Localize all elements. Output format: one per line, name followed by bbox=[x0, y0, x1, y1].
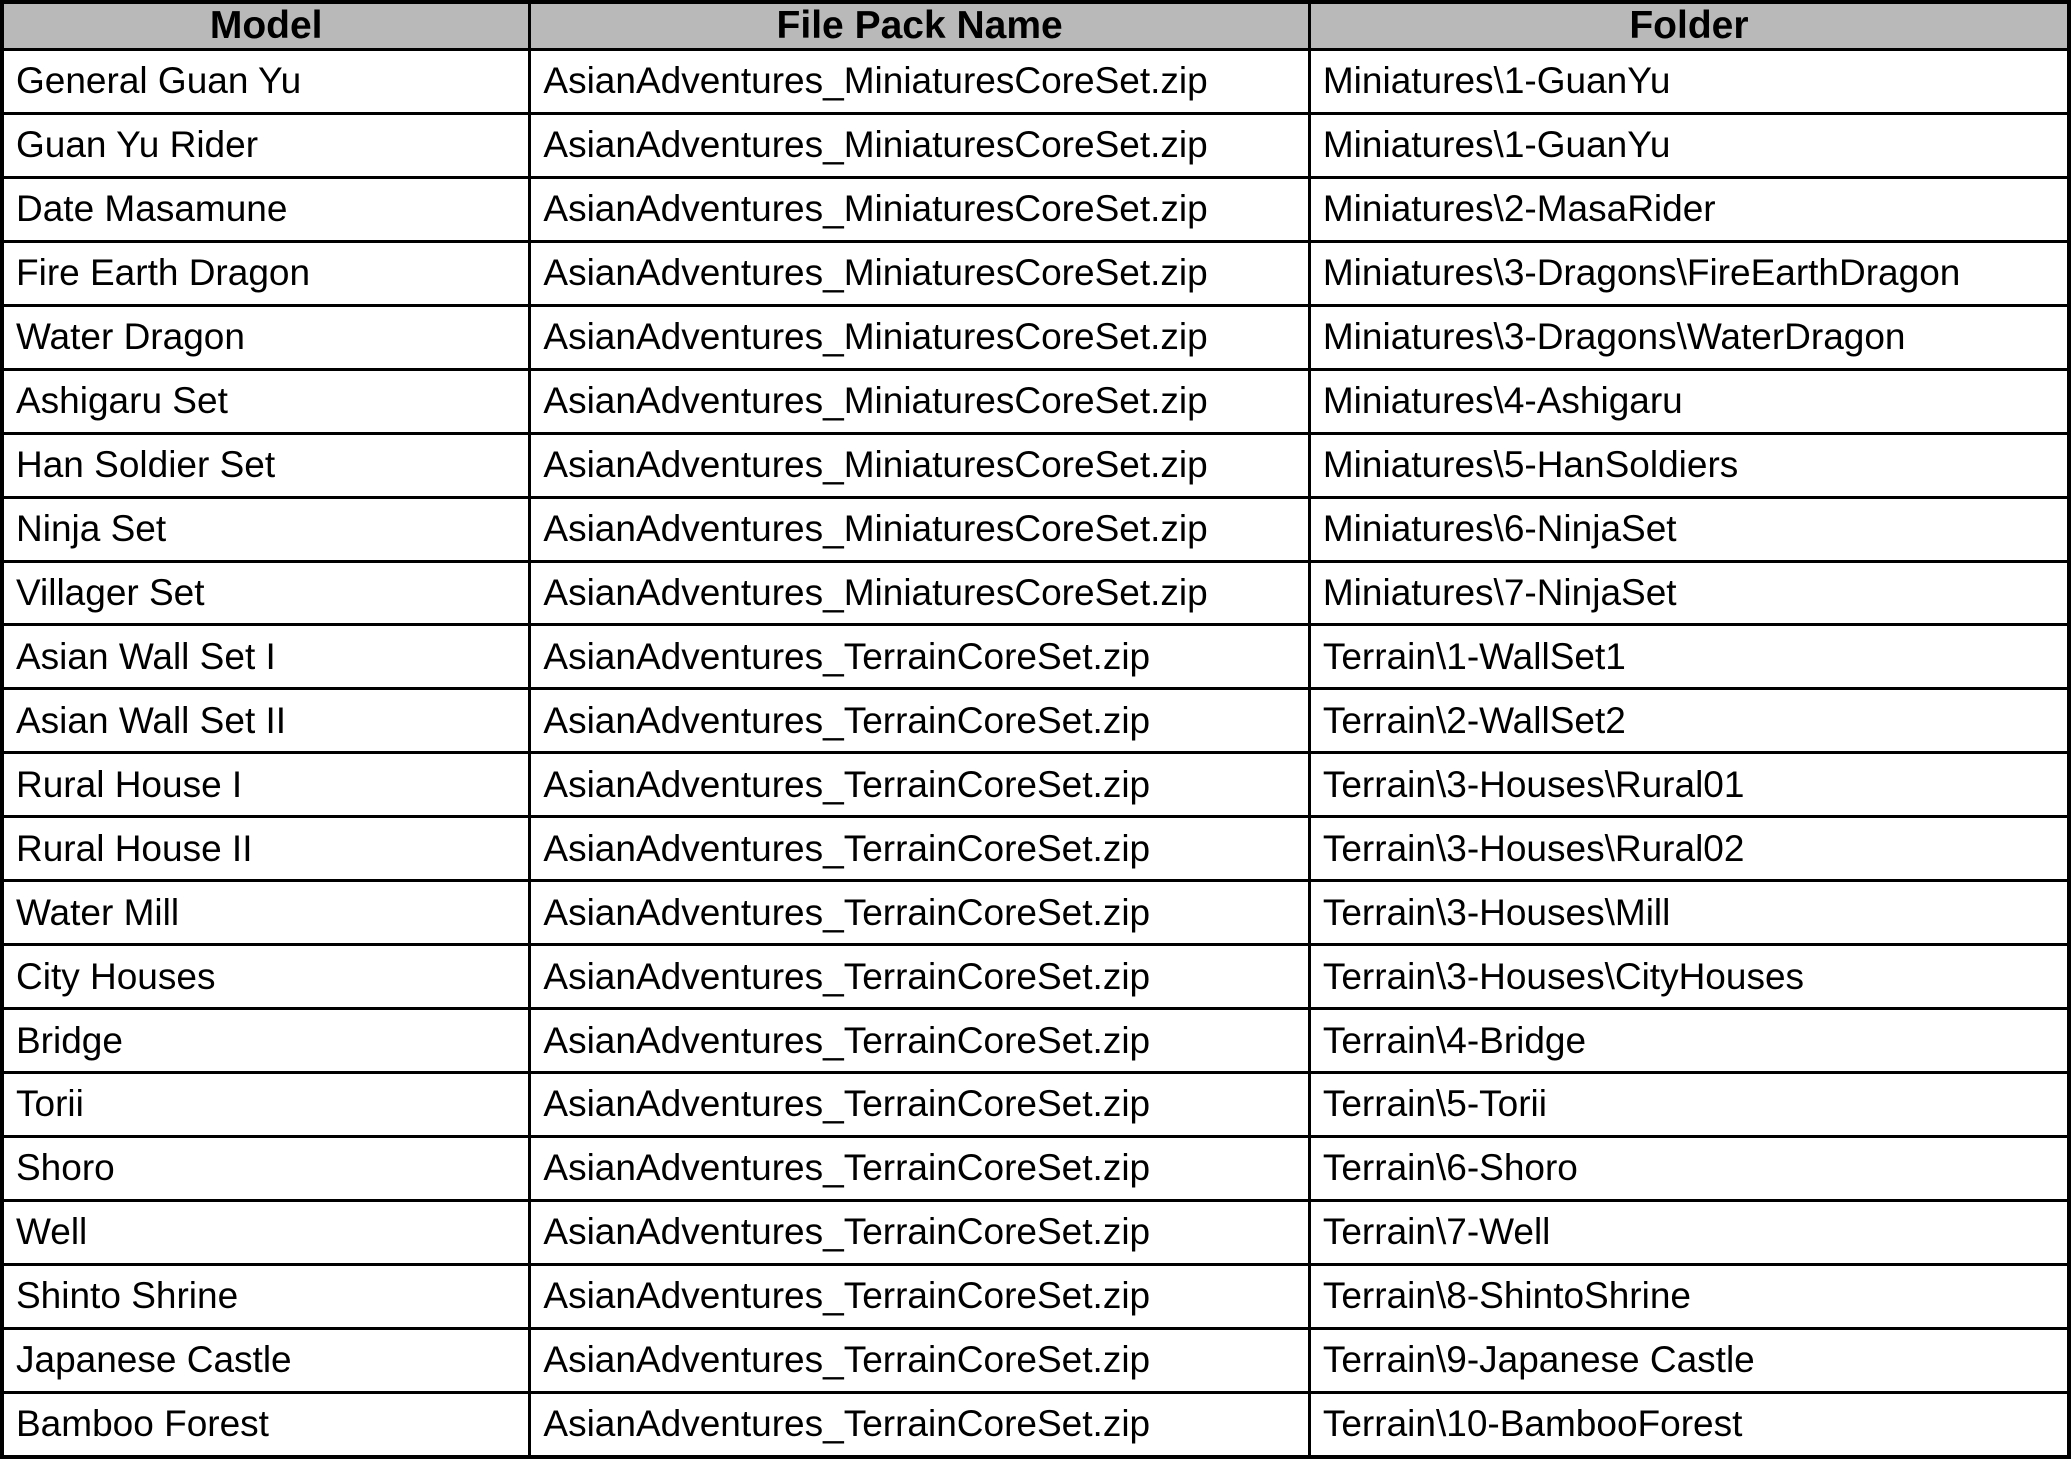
file-pack-name-cell: AsianAdventures_TerrainCoreSet.zip bbox=[530, 753, 1309, 817]
table-row bbox=[2, 1009, 2069, 1073]
table-row bbox=[2, 881, 2069, 945]
table-row bbox=[2, 1392, 2069, 1457]
file-pack-name-cell: AsianAdventures_MiniaturesCoreSet.zip bbox=[530, 561, 1309, 625]
model-cell: Asian Wall Set II bbox=[2, 689, 530, 753]
table-row bbox=[2, 497, 2069, 561]
column-header-file-pack-name: File Pack Name bbox=[530, 2, 1309, 50]
file-pack-name-cell: AsianAdventures_TerrainCoreSet.zip bbox=[530, 817, 1309, 881]
file-pack-name-cell: AsianAdventures_TerrainCoreSet.zip bbox=[530, 1200, 1309, 1264]
table-row bbox=[2, 1264, 2069, 1328]
folder-cell: Terrain\4-Bridge bbox=[1309, 1009, 2069, 1073]
folder-cell: Terrain\5-Torii bbox=[1309, 1073, 2069, 1137]
file-pack-name-cell: AsianAdventures_TerrainCoreSet.zip bbox=[530, 689, 1309, 753]
model-cell: Shoro bbox=[2, 1136, 530, 1200]
model-cell: Bamboo Forest bbox=[2, 1392, 530, 1457]
model-cell: Torii bbox=[2, 1073, 530, 1137]
table-header bbox=[2, 2, 2069, 50]
table-row bbox=[2, 241, 2069, 305]
model-cell: Water Dragon bbox=[2, 305, 530, 369]
file-pack-name-cell: AsianAdventures_MiniaturesCoreSet.zip bbox=[530, 433, 1309, 497]
header-row bbox=[2, 2, 2069, 50]
table-row bbox=[2, 369, 2069, 433]
folder-cell: Miniatures\3-Dragons\WaterDragon bbox=[1309, 305, 2069, 369]
model-cell: City Houses bbox=[2, 945, 530, 1009]
file-pack-name-cell: AsianAdventures_TerrainCoreSet.zip bbox=[530, 1136, 1309, 1200]
folder-cell: Miniatures\4-Ashigaru bbox=[1309, 369, 2069, 433]
table-row bbox=[2, 50, 2069, 114]
model-cell: Fire Earth Dragon bbox=[2, 241, 530, 305]
table-row bbox=[2, 1200, 2069, 1264]
file-pack-name-cell: AsianAdventures_MiniaturesCoreSet.zip bbox=[530, 113, 1309, 177]
table-row bbox=[2, 817, 2069, 881]
folder-cell: Terrain\8-ShintoShrine bbox=[1309, 1264, 2069, 1328]
folder-cell: Terrain\6-Shoro bbox=[1309, 1136, 2069, 1200]
model-cell: General Guan Yu bbox=[2, 50, 530, 114]
folder-cell: Terrain\10-BambooForest bbox=[1309, 1392, 2069, 1457]
table-row bbox=[2, 945, 2069, 1009]
table-row bbox=[2, 433, 2069, 497]
folder-cell: Terrain\3-Houses\Mill bbox=[1309, 881, 2069, 945]
folder-cell: Terrain\3-Houses\CityHouses bbox=[1309, 945, 2069, 1009]
folder-cell: Miniatures\5-HanSoldiers bbox=[1309, 433, 2069, 497]
file-pack-name-cell: AsianAdventures_TerrainCoreSet.zip bbox=[530, 1392, 1309, 1457]
file-pack-name-cell: AsianAdventures_MiniaturesCoreSet.zip bbox=[530, 305, 1309, 369]
table-row bbox=[2, 1328, 2069, 1392]
folder-cell: Miniatures\6-NinjaSet bbox=[1309, 497, 2069, 561]
file-pack-name-cell: AsianAdventures_MiniaturesCoreSet.zip bbox=[530, 241, 1309, 305]
model-cell: Ninja Set bbox=[2, 497, 530, 561]
folder-cell: Terrain\7-Well bbox=[1309, 1200, 2069, 1264]
model-cell: Bridge bbox=[2, 1009, 530, 1073]
table-row bbox=[2, 1073, 2069, 1137]
file-pack-name-cell: AsianAdventures_MiniaturesCoreSet.zip bbox=[530, 369, 1309, 433]
column-header-model: Model bbox=[2, 2, 530, 50]
model-cell: Well bbox=[2, 1200, 530, 1264]
table-row bbox=[2, 113, 2069, 177]
model-cell: Date Masamune bbox=[2, 177, 530, 241]
folder-cell: Terrain\3-Houses\Rural02 bbox=[1309, 817, 2069, 881]
table-row bbox=[2, 305, 2069, 369]
file-pack-name-cell: AsianAdventures_TerrainCoreSet.zip bbox=[530, 1073, 1309, 1137]
table-row bbox=[2, 753, 2069, 817]
folder-cell: Miniatures\2-MasaRider bbox=[1309, 177, 2069, 241]
folder-cell: Miniatures\3-Dragons\FireEarthDragon bbox=[1309, 241, 2069, 305]
file-pack-name-cell: AsianAdventures_TerrainCoreSet.zip bbox=[530, 881, 1309, 945]
model-cell: Asian Wall Set I bbox=[2, 625, 530, 689]
file-pack-name-cell: AsianAdventures_MiniaturesCoreSet.zip bbox=[530, 497, 1309, 561]
folder-cell: Miniatures\1-GuanYu bbox=[1309, 50, 2069, 114]
folder-cell: Terrain\9-Japanese Castle bbox=[1309, 1328, 2069, 1392]
model-cell: Rural House II bbox=[2, 817, 530, 881]
file-pack-name-cell: AsianAdventures_TerrainCoreSet.zip bbox=[530, 625, 1309, 689]
folder-cell: Terrain\2-WallSet2 bbox=[1309, 689, 2069, 753]
model-cell: Rural House I bbox=[2, 753, 530, 817]
file-pack-name-cell: AsianAdventures_MiniaturesCoreSet.zip bbox=[530, 50, 1309, 114]
model-cell: Han Soldier Set bbox=[2, 433, 530, 497]
file-pack-name-cell: AsianAdventures_TerrainCoreSet.zip bbox=[530, 945, 1309, 1009]
folder-cell: Terrain\3-Houses\Rural01 bbox=[1309, 753, 2069, 817]
model-cell: Guan Yu Rider bbox=[2, 113, 530, 177]
column-header-folder: Folder bbox=[1309, 2, 2069, 50]
table-row bbox=[2, 177, 2069, 241]
model-cell: Ashigaru Set bbox=[2, 369, 530, 433]
folder-cell: Miniatures\7-NinjaSet bbox=[1309, 561, 2069, 625]
model-cell: Japanese Castle bbox=[2, 1328, 530, 1392]
model-cell: Water Mill bbox=[2, 881, 530, 945]
file-pack-name-cell: AsianAdventures_TerrainCoreSet.zip bbox=[530, 1328, 1309, 1392]
table-row bbox=[2, 625, 2069, 689]
table-body bbox=[2, 50, 2069, 1458]
file-pack-name-cell: AsianAdventures_TerrainCoreSet.zip bbox=[530, 1264, 1309, 1328]
model-cell: Shinto Shrine bbox=[2, 1264, 530, 1328]
folder-cell: Miniatures\1-GuanYu bbox=[1309, 113, 2069, 177]
table-row bbox=[2, 689, 2069, 753]
table-row bbox=[2, 1136, 2069, 1200]
model-cell: Villager Set bbox=[2, 561, 530, 625]
file-pack-name-cell: AsianAdventures_MiniaturesCoreSet.zip bbox=[530, 177, 1309, 241]
file-pack-name-cell: AsianAdventures_TerrainCoreSet.zip bbox=[530, 1009, 1309, 1073]
folder-cell: Terrain\1-WallSet1 bbox=[1309, 625, 2069, 689]
table-row bbox=[2, 561, 2069, 625]
